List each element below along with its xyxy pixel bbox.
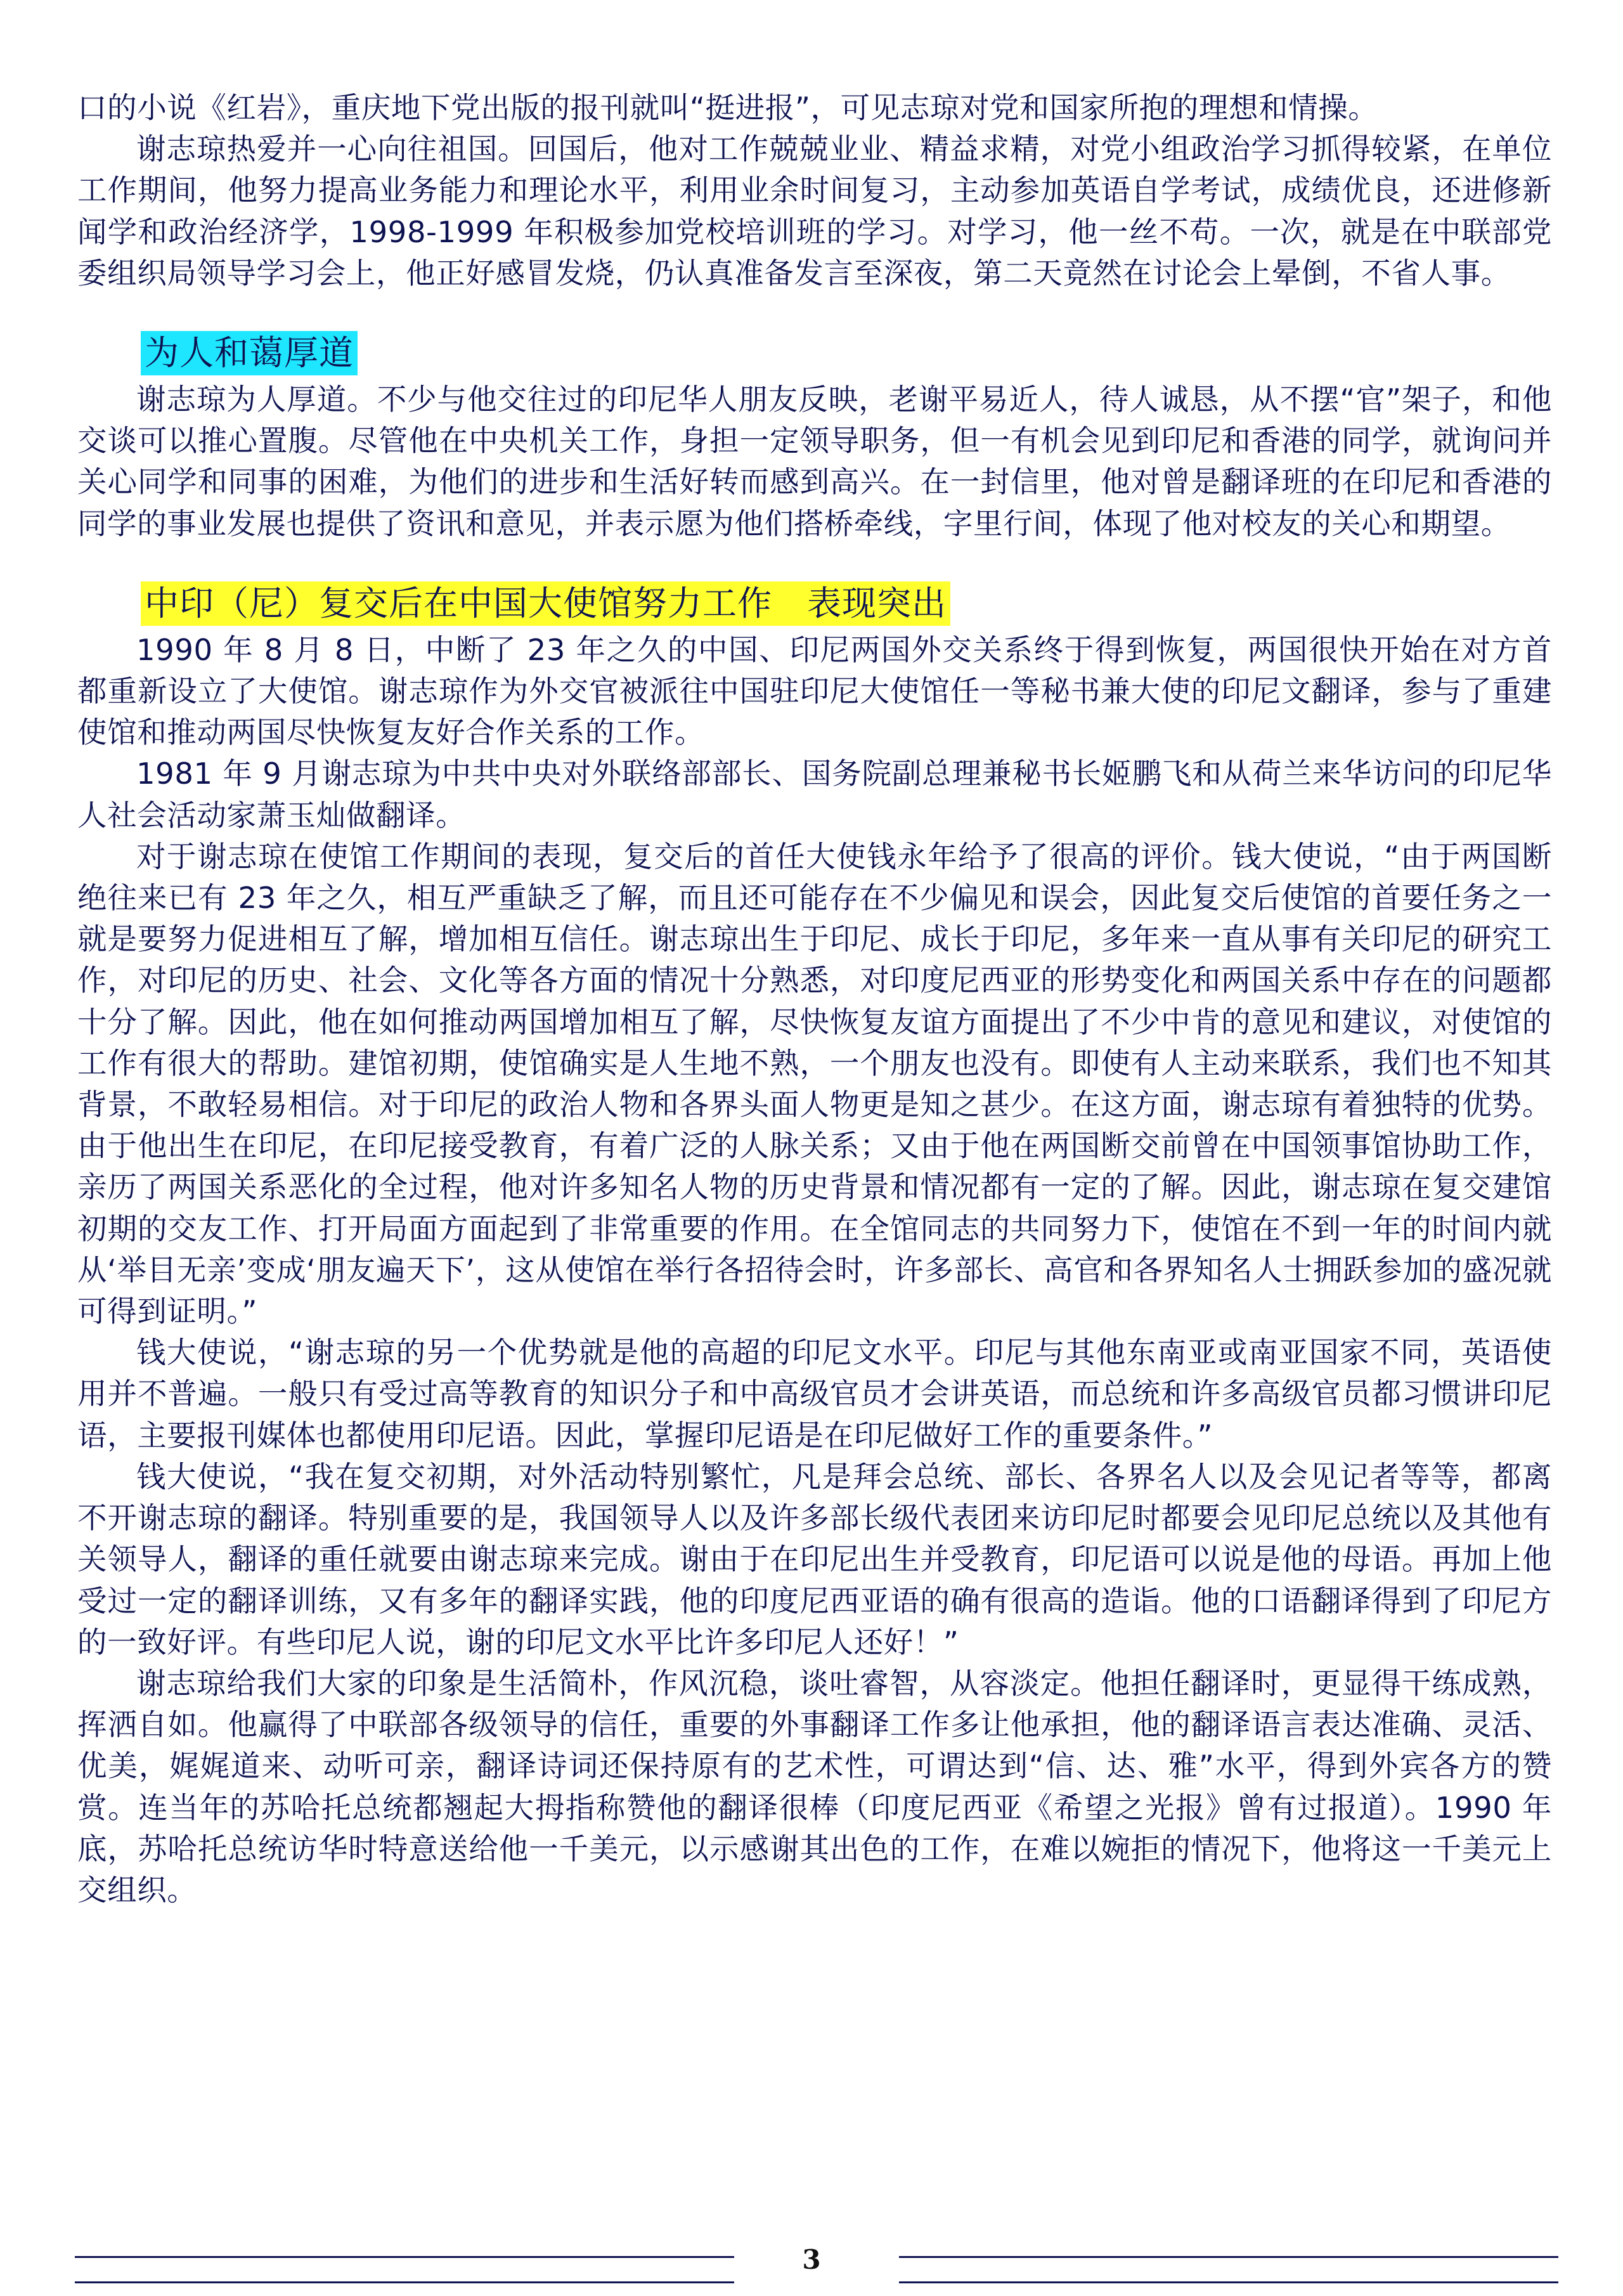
page-number: 3 <box>802 2244 821 2275</box>
paragraph-interpreting-duties: 钱大使说，“我在复交初期，对外活动特别繁忙，凡是拜会总统、部长、各界名人以及会见记者等等，都离不开谢志琼的翻译。特别重要的是，我国领导人以及许多部长级代表团来访印尼时都要会见印尼总统以及其他有关领导人，翻译的重任就要由谢志琼来完成。谢由于在印尼出生并受教育，印尼语可以说是他的母语。再加上他受过一定的翻译训练，又有多年的翻译实践，他的印度尼西亚语的确有很高的造诣。他的口语翻译得到了印尼方的一致好评。有些印尼人说，谢的印尼文水平比许多印尼人还好！” <box>77 1459 1552 1659</box>
footer-rule-right-bottom <box>899 2281 1558 2283</box>
section-heading-embassy-work: 中印（尼）复交后在中国大使馆努力工作 表现突出 <box>141 581 950 626</box>
footer-rule-left-bottom <box>75 2281 734 2283</box>
paragraph-continued: 口的小说《红岩》，重庆地下党出版的报刊就叫“挺进报”，可见志琼对党和国家所抱的理想和情操。 <box>77 91 1378 125</box>
paragraph-ambassador-evaluation: 对于谢志琼在使馆工作期间的表现，复交后的首任大使钱永年给予了很高的评价。钱大使说，“由于两国断绝往来已有 23 年之久，相互严重缺乏了解，而且还可能存在不少偏见和误会，因此复交后使馆的首要任务之一就是要努力促进相互了解，增加相互信任。谢志琼出生于印尼、成长于印尼，多年来一直从事有关印尼的研究工作，对印尼的历史、社会、文化等各方面的情况十分熟悉，对印度尼西亚的形势变化和两国关系中存在的问题都十分了解。因此，他在如何推动两国增加相互了解，尽快恢复友谊方面提出了不少中肯的意见和建议，对使馆的工作有很大的帮助。建馆初期，使馆确实是人生地不熟，一个朋友也没有。即使有人主动来联系，我们也不知其背景，不敢轻易相信。对于印尼的政治人物和各界头面人物更是知之甚少。在这方面，谢志琼有着独特的优势。由于他出生在印尼，在印尼接受教育，有着广泛的人脉关系；又由于他在两国断交前曾在中国领事馆协助工作，亲历了两国关系恶化的全过程，他对许多知名人物的历史背景和情况都有一定的了解。因此，谢志琼在复交建馆初期的交友工作、打开局面方面起到了非常重要的作用。在全馆同志的共同努力下，使馆在不到一年的时间内就从‘举目无亲’变成‘朋友遍天下’，这从使馆在举行各招待会时，许多部长、高官和各界知名人士拥跃参加的盛况就可得到证明。” <box>77 839 1552 1329</box>
paragraph-diplomatic-restoration: 1990 年 8 月 8 日，中断了 23 年之久的中国、印尼两国外交关系终于得到恢复，两国很快开始在对方首都重新设立了大使馆。谢志琼作为外交官被派往中国驻印尼大使馆任一等秘书兼大使的印尼文翻译，参与了重建使馆和推动两国尽快恢复友好合作关系的工作。 <box>77 632 1552 750</box>
paragraph-study: 谢志琼热爱并一心向往祖国。回国后，他对工作兢兢业业、精益求精，对党小组政治学习抓得较紧，在单位工作期间，他努力提高业务能力和理论水平，利用业余时间复习，主动参加英语自学考试，成绩优良，还进修新闻学和政治经济学，1998-1999 年积极参加党校培训班的学习。对学习，他一丝不苟。一次，就是在中联部党委组织局领导学习会上，他正好感冒发烧，仍认真准备发言至深夜，第二天竟然在讨论会上晕倒，不省人事。 <box>77 132 1552 290</box>
footer-rule-left-top <box>75 2256 734 2258</box>
section-heading-kind-character: 为人和蔼厚道 <box>141 331 358 375</box>
article-body <box>77 88 1552 1911</box>
paragraph-language-advantage: 钱大使说，“谢志琼的另一个优势就是他的高超的印尼文水平。印尼与其他东南亚或南亚国家不同，英语使用并不普遍。一般只有受过高等教育的知识分子和中高级官员才会讲英语，而总统和许多高级官员都习惯讲印尼语，主要报刊媒体也都使用印尼语。因此，掌握印尼语是在印尼做好工作的重要条件。” <box>77 1335 1552 1453</box>
section-heading-wrap-1 <box>77 331 1552 379</box>
paragraph-impression: 谢志琼给我们大家的印象是生活简朴，作风沉稳，谈吐睿智，从容淡定。他担任翻译时，更显得干练成熟，挥洒自如。他赢得了中联部各级领导的信任，重要的外事翻译工作多让他承担，他的翻译语言表达准确、灵活、优美，娓娓道来、动听可亲，翻译诗词还保持原有的艺术性，可谓达到“信、达、雅”水平，得到外宾各方的赞赏。连当年的苏哈托总统都翘起大拇指称赞他的翻译很棒（印度尼西亚《希望之光报》曾有过报道）。1990 年底，苏哈托总统访华时特意送给他一千美元，以示感谢其出色的工作，在难以婉拒的情况下，他将这一千美元上交组织。 <box>77 1666 1552 1907</box>
footer-rule-right-top <box>899 2256 1558 2258</box>
paragraph-kindness: 谢志琼为人厚道。不少与他交往过的印尼华人朋友反映，老谢平易近人，待人诚恳，从不摆“官”架子，和他交谈可以推心置腹。尽管他在中央机关工作，身担一定领导职务，但一有机会见到印尼和香港的同学，就询问并关心同学和同事的困难，为他们的进步和生活好转而感到高兴。在一封信里，他对曾是翻译班的在印尼和香港的同学的事业发展也提供了资讯和意见，并表示愿为他们搭桥牵线，字里行间，体现了他对校友的关心和期望。 <box>77 382 1552 541</box>
section-heading-wrap-2 <box>77 581 1552 630</box>
page-footer <box>0 2245 1623 2289</box>
paragraph-1981-translation: 1981 年 9 月谢志琼为中共中央对外联络部部长、国务院副总理兼秘书长姬鹏飞和从荷兰来华访问的印尼华人社会活动家萧玉灿做翻译。 <box>77 756 1552 833</box>
